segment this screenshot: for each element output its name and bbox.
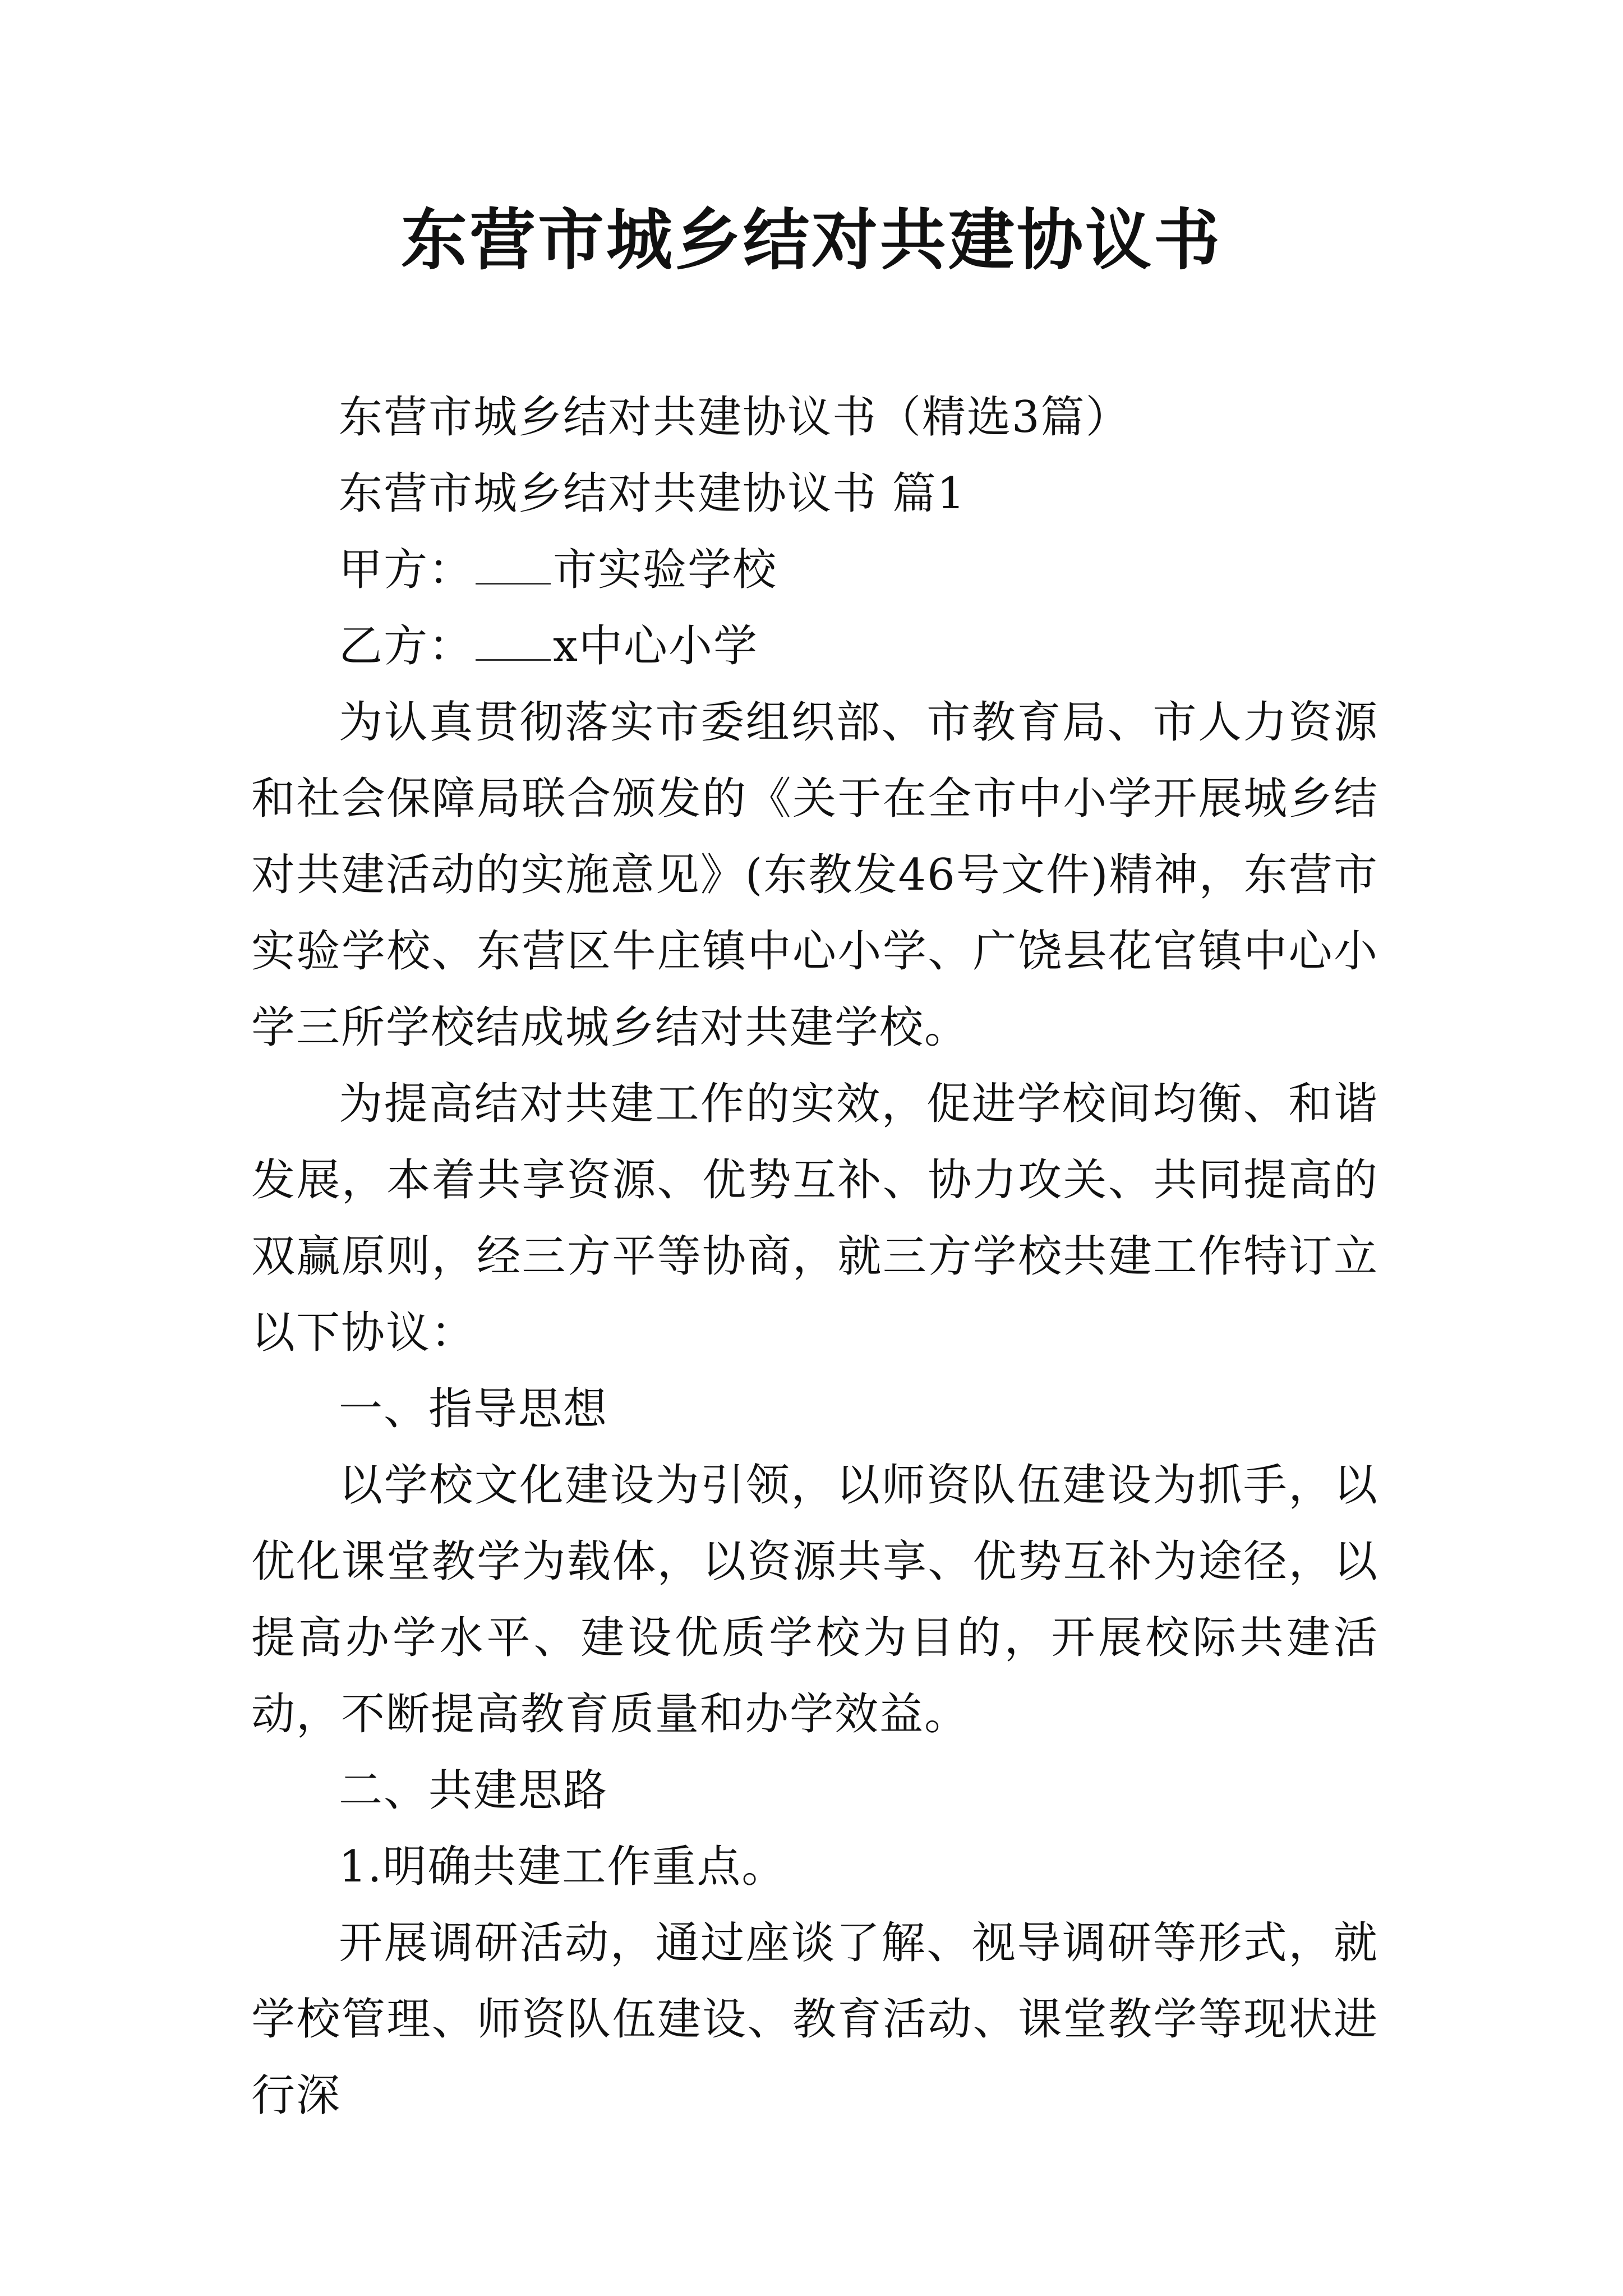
party-b-line bbox=[251, 608, 1378, 684]
section-heading-guiding-ideology: 一、指导思想 bbox=[339, 1384, 608, 1434]
body-paragraph: 以学校文化建设为引领，以师资队伍建设为抓手，以优化课堂教学为载体，以资源共享、优势互补为途径，以提高办学水平、建设优质学校为目的，开展校际共建活动，不断提高教育质量和办学效益。 bbox=[251, 1460, 1378, 1740]
party-b-label: 乙方： bbox=[339, 621, 474, 671]
body-paragraph: 为认真贯彻落实市委组织部、市教育局、市人力资源和社会保障局联合颁发的《关于在全市中小学开展城乡结对共建活动的实施意见》(东教发46号文件)精神，东营市实验学校、东营区牛庄镇中心小学、广饶县花官镇中心小学三所学校结成城乡结对共建学校。 bbox=[251, 697, 1378, 1053]
document-body bbox=[251, 379, 1378, 2134]
party-a-blank bbox=[476, 544, 551, 585]
section-heading: 东营市城乡结对共建协议书 篇1 bbox=[339, 468, 966, 519]
party-b-value: x中心小学 bbox=[553, 621, 759, 671]
body-paragraph: 开展调研活动，通过座谈了解、视导调研等形式，就学校管理、师资队伍建设、教育活动、课堂教学等现状进行深 bbox=[251, 1918, 1378, 2121]
party-a-label: 甲方： bbox=[339, 545, 474, 595]
party-a-line bbox=[251, 532, 1378, 608]
party-b-blank bbox=[476, 620, 551, 661]
document-subtitle: 东营市城乡结对共建协议书（精选3篇） bbox=[339, 392, 1131, 443]
party-a-value: 市实验学校 bbox=[553, 545, 778, 595]
list-item-heading: 1.明确共建工作重点。 bbox=[339, 1842, 787, 1892]
body-paragraph: 为提高结对共建工作的实效，促进学校间均衡、和谐发展，本着共享资源、优势互补、协力攻关、共同提高的双赢原则，经三方平等协商，就三方学校共建工作特订立以下协议： bbox=[251, 1079, 1378, 1358]
section-heading-cobuild-approach: 二、共建思路 bbox=[339, 1765, 608, 1816]
document-title: 东营市城乡结对共建协议书 bbox=[400, 201, 1222, 279]
